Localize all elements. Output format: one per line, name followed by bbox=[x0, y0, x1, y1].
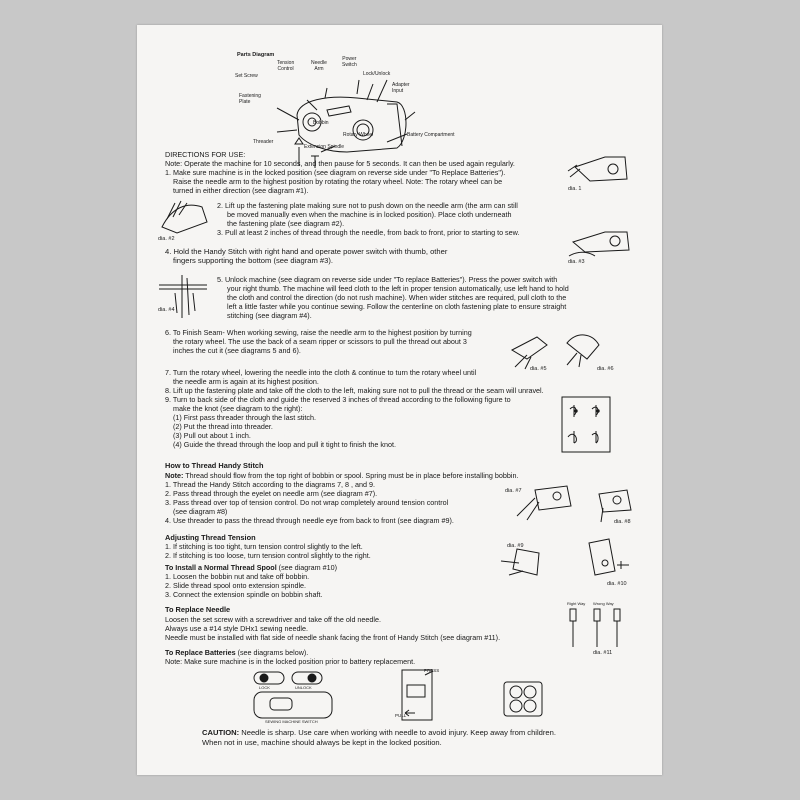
label-bobbin: Bobbin bbox=[313, 120, 329, 126]
caution-label: CAUTION: bbox=[202, 728, 240, 737]
label-adapter-input: Adapter Input bbox=[392, 82, 410, 94]
step9-line3: (1) First pass threader through the last stitch. bbox=[173, 413, 317, 422]
step3-text: 3. Pull at least 2 inches of thread through the needle, from back to front, prior to starting to sew. bbox=[217, 228, 520, 237]
step6-line1: 6. To Finish Seam- When working sewing, raise the needle arm to the highest position by turning bbox=[165, 328, 472, 337]
step2-line1: 2. Lift up the fastening plate making sure not to push down on the needle arm (the arm can still bbox=[217, 201, 518, 210]
step5-line4: left a little faster while you continue sewing. Follow the centerline on cloth fastening plate to ensure straight bbox=[227, 302, 567, 311]
step7-line2: the needle arm is again at its highest position. bbox=[173, 377, 319, 386]
tension-line1: 1. If stitching is too tight, turn tension control slightly to the left. bbox=[165, 542, 363, 551]
step2-line3: the fastening plate (see diagram #2). bbox=[227, 219, 345, 228]
needle-line2: Always use a #14 style DHx1 sewing needle. bbox=[165, 624, 309, 633]
step9-line6: (4) Guide the thread through the loop and pull it tight to finish the knot. bbox=[173, 440, 396, 449]
step5-line1: 5. Unlock machine (see diagram on reverse side under "To replace Batteries"). Press the power switch with bbox=[217, 275, 558, 284]
diagram-3-label: dia. #3 bbox=[568, 259, 585, 265]
needle-line1: Loosen the set screw with a screwdriver and take off the old needle. bbox=[165, 615, 382, 624]
step1-line3: turned in either direction (see diagram #1). bbox=[173, 186, 309, 195]
thread-line2: 2. Pass thread through the eyelet on needle arm (see diagram #7). bbox=[165, 489, 378, 498]
tension-line2: 2. If stitching is too loose, turn tension control slightly to the right. bbox=[165, 551, 371, 560]
label-needle-arm: Needle Arm bbox=[311, 60, 327, 72]
step1-line2: Raise the needle arm to the highest position by rotating the rotary wheel. Note: The rotary wheel can be bbox=[173, 177, 503, 186]
diagram-1-label: dia. 1 bbox=[568, 186, 582, 192]
caution-line1 bbox=[202, 728, 556, 738]
label-rotary-wheel: Rotary Wheel bbox=[343, 132, 374, 138]
unlock-label: UNLOCK bbox=[295, 685, 312, 690]
diagram-6-label: dia. #6 bbox=[597, 366, 614, 372]
step9-line1: 9. Turn to back side of the cloth and guide the reserved 3 inches of thread according to the following figure to bbox=[165, 395, 511, 404]
diagram-10-label: dia. #10 bbox=[607, 581, 627, 587]
diagram-2-illustration bbox=[157, 197, 212, 237]
instruction-sheet bbox=[137, 25, 662, 775]
lock-switch-diagram bbox=[252, 670, 342, 720]
step9-line2: make the knot (see diagram to the right): bbox=[173, 404, 303, 413]
thread-note-text: Thread should flow from the top right of bobbin or spool. Spring must be in place before installing bobbin. bbox=[183, 471, 519, 480]
diagram-1-illustration bbox=[565, 147, 635, 187]
spool-heading-suffix: (see diagram #10) bbox=[276, 563, 338, 572]
batteries-heading-title: To Replace Batteries bbox=[165, 648, 236, 657]
diagram-9-10-illustration bbox=[499, 535, 634, 580]
thread-line1: 1. Thread the Handy Stitch according to the diagrams 7, 8 , and 9. bbox=[165, 480, 376, 489]
diagram-9-label: dia. #9 bbox=[507, 543, 524, 549]
step5-line3: the cloth and control the direction (do not rush machine). When wider stitches are required, pull cloth to the bbox=[227, 293, 567, 302]
label-set-screw: Set Screw bbox=[235, 73, 258, 79]
needle-heading: To Replace Needle bbox=[165, 605, 231, 614]
thread-note-label: Note: bbox=[165, 471, 184, 480]
directions-note: Note: Operate the machine for 10 seconds, and then pause for 5 seconds. It can then be used again regularly. bbox=[165, 159, 515, 168]
step9-line5: (3) Pull out about 1 inch. bbox=[173, 431, 251, 440]
label-battery-compartment: Battery Compartment bbox=[407, 132, 455, 138]
diagram-11-label: dia. #11 bbox=[593, 650, 613, 656]
parts-diagram-title: Parts Diagram bbox=[237, 52, 275, 58]
label-lock-unlock: Lock/Unlock bbox=[363, 71, 391, 77]
step5-line2: your right thumb. The machine will feed cloth to the left in proper tension automatically, use left hand to hold bbox=[227, 284, 569, 293]
step2-line2: be moved manually even when the machine is in locked position). Place cloth underneath bbox=[227, 210, 512, 219]
batteries-heading-suffix: (see diagrams below). bbox=[235, 648, 309, 657]
spool-line3: 3. Connect the extension spindle on bobbin shaft. bbox=[165, 590, 323, 599]
knot-diagram bbox=[562, 397, 610, 452]
diagram-5-6-illustration bbox=[507, 325, 607, 370]
switch-label: SEWING MACHINE SWITCH bbox=[265, 719, 318, 724]
diagram-2-label: dia. #2 bbox=[158, 236, 175, 242]
step7-line1: 7. Turn the rotary wheel, lowering the needle into the cloth & continue to turn the rotary wheel until bbox=[165, 368, 477, 377]
step8-text: 8. Lift up the fastening plate and take off the cloth to the left, making sure not to pull the thread or the seam will unravel. bbox=[165, 386, 544, 395]
step9-line4: (2) Put the thread into threader. bbox=[173, 422, 273, 431]
spool-line2: 2. Slide thread spool onto extension spindle. bbox=[165, 581, 307, 590]
diagram-7-label: dia. #7 bbox=[505, 488, 522, 494]
label-wrong-way: Wrong Way bbox=[593, 601, 614, 606]
step6-line3: inches the cut it (see diagrams 5 and 6). bbox=[173, 346, 301, 355]
step1-line1: 1. Make sure machine is in the locked position (see diagram on reverse side under "To Replace Batteries"). bbox=[165, 168, 506, 177]
thread-line4: (see diagram #8) bbox=[173, 507, 228, 516]
thread-heading: How to Thread Handy Stitch bbox=[165, 461, 264, 470]
caution-line2: When not in use, machine should always be kept in the locked position. bbox=[202, 738, 442, 747]
step4-line2: fingers supporting the bottom (see diagram #3). bbox=[173, 256, 333, 265]
label-right-way: Right Way bbox=[567, 601, 586, 606]
spool-heading-title: To Install a Normal Thread Spool bbox=[165, 563, 277, 572]
step5-line5: stitching (see diagram #4). bbox=[227, 311, 312, 320]
directions-heading: DIRECTIONS FOR USE: bbox=[165, 150, 246, 159]
label-threader: Threader bbox=[253, 139, 274, 145]
caution-text: Needle is sharp. Use care when working with needle to avoid injury. Keep away from children. bbox=[239, 728, 556, 737]
pull-label: PULL bbox=[395, 713, 407, 718]
label-power-switch: Power Switch bbox=[342, 56, 357, 68]
diagram-5-label: dia. #5 bbox=[530, 366, 547, 372]
label-fastening-plate: Fastening Plate bbox=[239, 93, 261, 105]
step6-line2: the rotary wheel. The use the back of a seam ripper or scissors to pull the thread out about 3 bbox=[173, 337, 467, 346]
step4-line1: 4. Hold the Handy Stitch with right hand and operate power switch with thumb, other bbox=[165, 247, 448, 256]
lock-label: LOCK bbox=[259, 685, 270, 690]
thread-line5: 4. Use threader to pass the thread through needle eye from back to front (see diagram #9). bbox=[165, 516, 454, 525]
diagram-11-needles bbox=[562, 607, 632, 652]
thread-line3: 3. Pass thread over top of tension control. Do not wrap completely around tension control bbox=[165, 498, 449, 507]
needle-line3: Needle must be installed with flat side of needle shank facing the front of Handy Stitch (see diagram #11). bbox=[165, 633, 501, 642]
batteries-note: Note: Make sure machine is in the locked position prior to battery replacement. bbox=[165, 657, 416, 666]
press-label: PRESS bbox=[424, 668, 440, 673]
label-extension-spindle: Extension Spindle bbox=[304, 144, 345, 150]
diagram-4-label: dia. #4 bbox=[158, 307, 175, 313]
handy-stitch-machine-diagram bbox=[237, 60, 427, 160]
label-tension-control: Tension Control bbox=[277, 60, 295, 72]
tension-heading: Adjusting Thread Tension bbox=[165, 533, 256, 542]
diagram-3-illustration bbox=[565, 220, 635, 260]
diagram-4-illustration bbox=[157, 273, 212, 323]
spool-line1: 1. Loosen the bobbin nut and take off bobbin. bbox=[165, 572, 310, 581]
battery-compartment-diagram bbox=[502, 680, 547, 720]
diagram-8-label: dia. #8 bbox=[614, 519, 631, 525]
